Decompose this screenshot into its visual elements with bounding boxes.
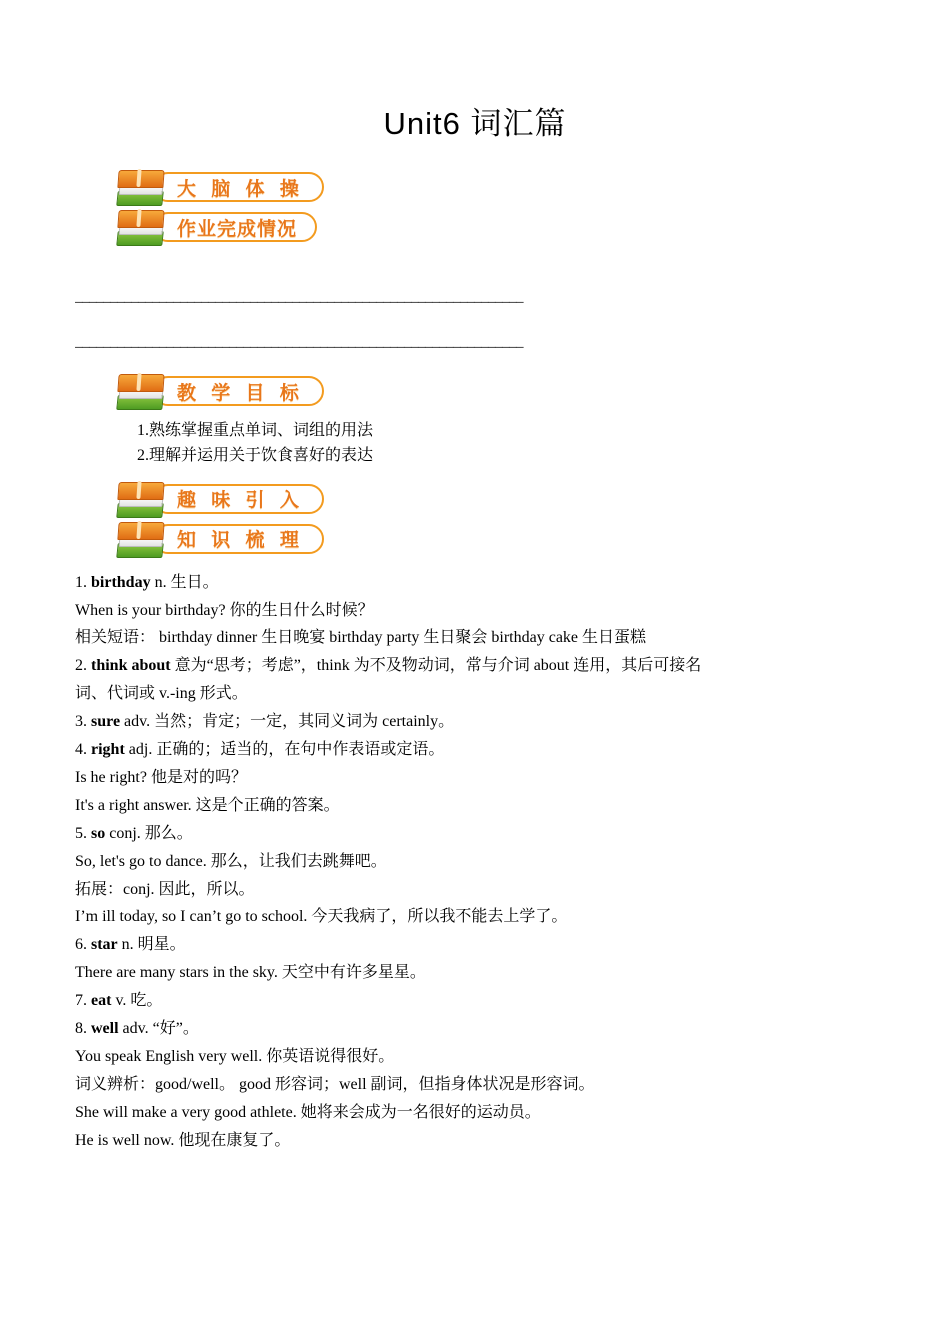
entry-line: 5. so conj. 那么。: [75, 824, 193, 842]
blank-answer-line-1: ________________________________________________________________: [75, 289, 523, 305]
badge-pill: [153, 376, 324, 406]
books-icon: [117, 167, 163, 207]
entry-line: 词、代词或 v.-ing 形式。: [75, 685, 248, 703]
badge-label: 作业完成情况: [177, 218, 298, 240]
badge-brain-exercise: [117, 165, 875, 209]
entry-line: 7. eat v. 吃。: [75, 992, 163, 1010]
goal-item: 2.理解并运用关于饮食喜好的表达: [137, 446, 374, 464]
badge-pill: [153, 524, 324, 554]
entry-line: He is well now. 他现在康复了。: [75, 1131, 291, 1149]
entry-line: 拓展：conj. 因此，所以。: [75, 880, 255, 898]
badge-pill: [153, 484, 324, 514]
books-icon: [117, 519, 163, 559]
teaching-goal-list: [75, 419, 875, 469]
entry-line: When is your birthday? 你的生日什么时候？: [75, 601, 374, 619]
books-icon: [117, 207, 163, 247]
entry-line: 4. right adj. 正确的；适当的，在句中作表语或定语。: [75, 741, 445, 759]
entry-line: It's a right answer. 这是个正确的答案。: [75, 796, 340, 814]
entry-line: There are many stars in the sky. 天空中有许多星星。: [75, 964, 426, 982]
entry-line: Is he right? 他是对的吗？: [75, 768, 247, 786]
badge-knowledge-review: [117, 517, 875, 561]
entry-line: She will make a very good athlete. 她将来会成为一名很好的运动员。: [75, 1103, 541, 1121]
knowledge-content: [75, 569, 875, 1155]
badge-teaching-goal: [117, 369, 875, 413]
entry-line: 1. birthday n. 生日。: [75, 573, 219, 591]
badge-fun-intro: [117, 477, 875, 521]
entry-line: 2. think about 意为“思考；考虑”，think 为不及物动词，常与介词 about 连用，其后可接名: [75, 657, 702, 675]
entry-line: 相关短语： birthday dinner 生日晚宴 birthday party 生日聚会 birthday cake 生日蛋糕: [75, 629, 647, 647]
entry-line: You speak English very well. 你英语说得很好。: [75, 1048, 395, 1065]
page-title: Unit6 词汇篇: [383, 106, 567, 141]
entry-line: 8. well adv. “好”。: [75, 1020, 199, 1038]
badge-pill: [153, 172, 324, 202]
books-icon: [117, 371, 163, 411]
goal-item: 1.熟练掌握重点单词、词组的用法: [137, 422, 374, 439]
badge-pill: [153, 212, 317, 242]
entry-line: 3. sure adv. 当然；肯定；一定，其同义词为 certainly。: [75, 713, 455, 731]
badge-label: 知 识 梳 理: [177, 530, 304, 552]
entry-line: I’m ill today, so I can’t go to school. 今天我病了，所以我不能去上学了。: [75, 908, 568, 926]
books-icon: [117, 479, 163, 519]
blank-answer-line-2: ________________________________________________________________: [75, 334, 523, 350]
badge-label: 教 学 目 标: [177, 382, 304, 404]
entry-line: 词义辨析：good/well。 good 形容词；well 副词，但指身体状况是形容词。: [75, 1075, 595, 1093]
entry-line: So, let's go to dance. 那么，让我们去跳舞吧。: [75, 852, 387, 870]
badge-label: 趣 味 引 入: [177, 490, 304, 512]
entry-line: 6. star n. 明星。: [75, 936, 186, 954]
badge-label: 大 脑 体 操: [177, 178, 304, 200]
badge-homework-status: [117, 205, 875, 249]
